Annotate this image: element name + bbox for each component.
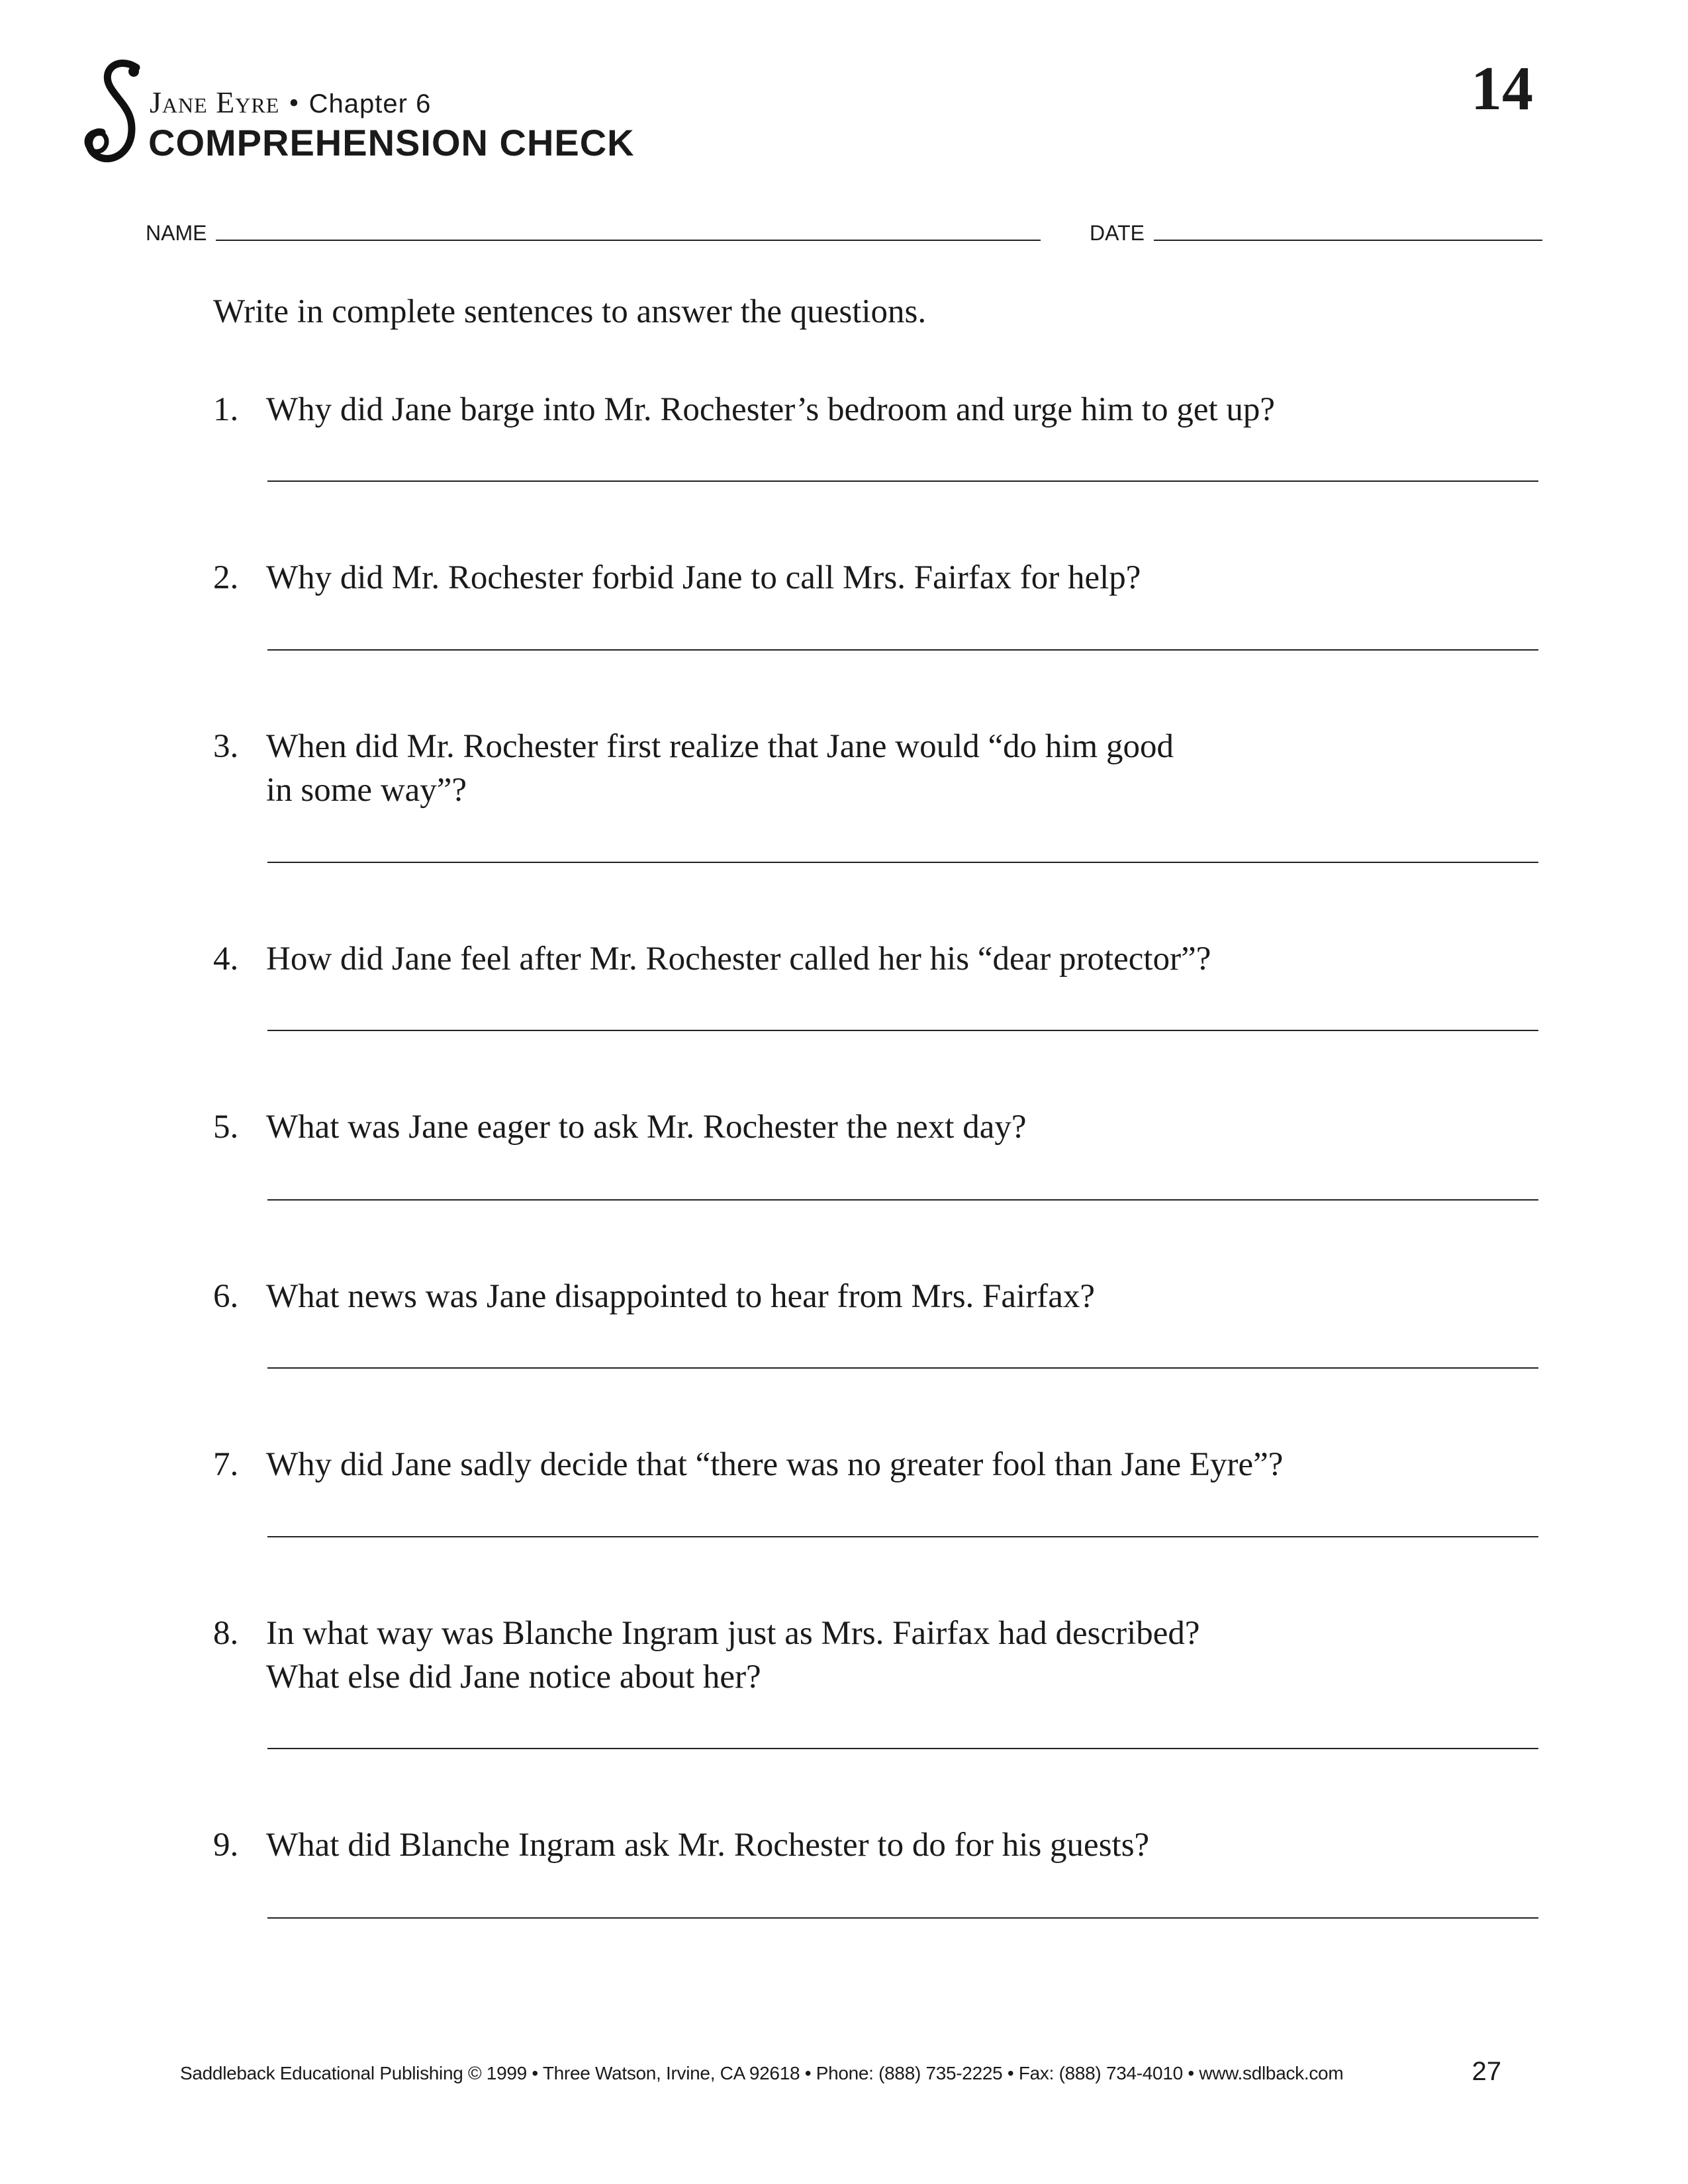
answer-line-4[interactable]	[267, 1030, 1538, 1031]
answer-line-5[interactable]	[267, 1199, 1538, 1201]
question-text: Why did Mr. Rochester forbid Jane to call Mrs. Fairfax for help?	[266, 559, 1141, 596]
question-text: How did Jane feel after Mr. Rochester called her his “dear protector”?	[266, 940, 1211, 978]
question-4	[213, 937, 1497, 981]
saddleback-logo-icon	[78, 58, 151, 171]
question-number: 4.	[213, 940, 239, 978]
date-line[interactable]	[1154, 240, 1542, 241]
publisher-footer: Saddleback Educational Publishing © 1999 • Three Watson, Irvine, CA 92618 • Phone: (888) 735-2225 • Fax: (888) 734-4010 • www.sdlback.com	[180, 2063, 1344, 2083]
answer-line-8[interactable]	[267, 1748, 1538, 1749]
question-1	[213, 388, 1497, 432]
question-number: 1.	[213, 391, 239, 428]
answer-line-9[interactable]	[267, 1917, 1538, 1919]
question-text: In what way was Blanche Ingram just as Mrs. Fairfax had described? What else did Jane notice about her?	[266, 1615, 1200, 1696]
question-text: What was Jane eager to ask Mr. Rochester the next day?	[266, 1109, 1027, 1146]
unit-number: 14	[1471, 54, 1533, 123]
book-title: Jane Eyre	[150, 85, 280, 119]
question-9	[213, 1823, 1497, 1867]
page-number: 27	[1472, 2057, 1501, 2086]
answer-line-6[interactable]	[267, 1367, 1538, 1369]
title-separator: •	[289, 87, 300, 119]
date-label: DATE	[1090, 221, 1145, 245]
question-7	[213, 1443, 1497, 1486]
question-number: 2.	[213, 559, 239, 596]
name-label: NAME	[146, 221, 207, 245]
question-number: 7.	[213, 1446, 239, 1483]
question-text: What did Blanche Ingram ask Mr. Rochester to do for his guests?	[266, 1827, 1150, 1864]
question-text: When did Mr. Rochester first realize that Jane would “do him good in some way”?	[266, 728, 1174, 809]
question-text: What news was Jane disappointed to hear from Mrs. Fairfax?	[266, 1278, 1095, 1315]
answer-line-3[interactable]	[267, 862, 1538, 863]
answer-line-1[interactable]	[267, 480, 1538, 482]
question-6	[213, 1275, 1497, 1318]
question-text: Why did Jane barge into Mr. Rochester’s bedroom and urge him to get up?	[266, 391, 1276, 428]
question-text: Why did Jane sadly decide that “there was no greater fool than Jane Eyre”?	[266, 1446, 1284, 1483]
name-line[interactable]	[216, 240, 1041, 241]
question-2	[213, 556, 1497, 600]
book-chapter-line	[150, 85, 431, 120]
chapter-label: Chapter 6	[308, 89, 432, 118]
question-number: 6.	[213, 1278, 239, 1315]
date-field[interactable]	[1090, 213, 1542, 244]
question-5	[213, 1105, 1497, 1149]
instructions: Write in complete sentences to answer the questions.	[213, 293, 927, 330]
worksheet-title: COMPREHENSION CHECK	[148, 122, 635, 163]
question-8	[213, 1612, 1497, 1699]
question-number: 3.	[213, 728, 239, 765]
answer-line-2[interactable]	[267, 649, 1538, 651]
question-number: 9.	[213, 1827, 239, 1864]
question-3	[213, 725, 1497, 812]
question-number: 5.	[213, 1109, 239, 1146]
answer-line-7[interactable]	[267, 1536, 1538, 1537]
question-number: 8.	[213, 1615, 239, 1652]
name-field[interactable]	[146, 213, 1041, 244]
